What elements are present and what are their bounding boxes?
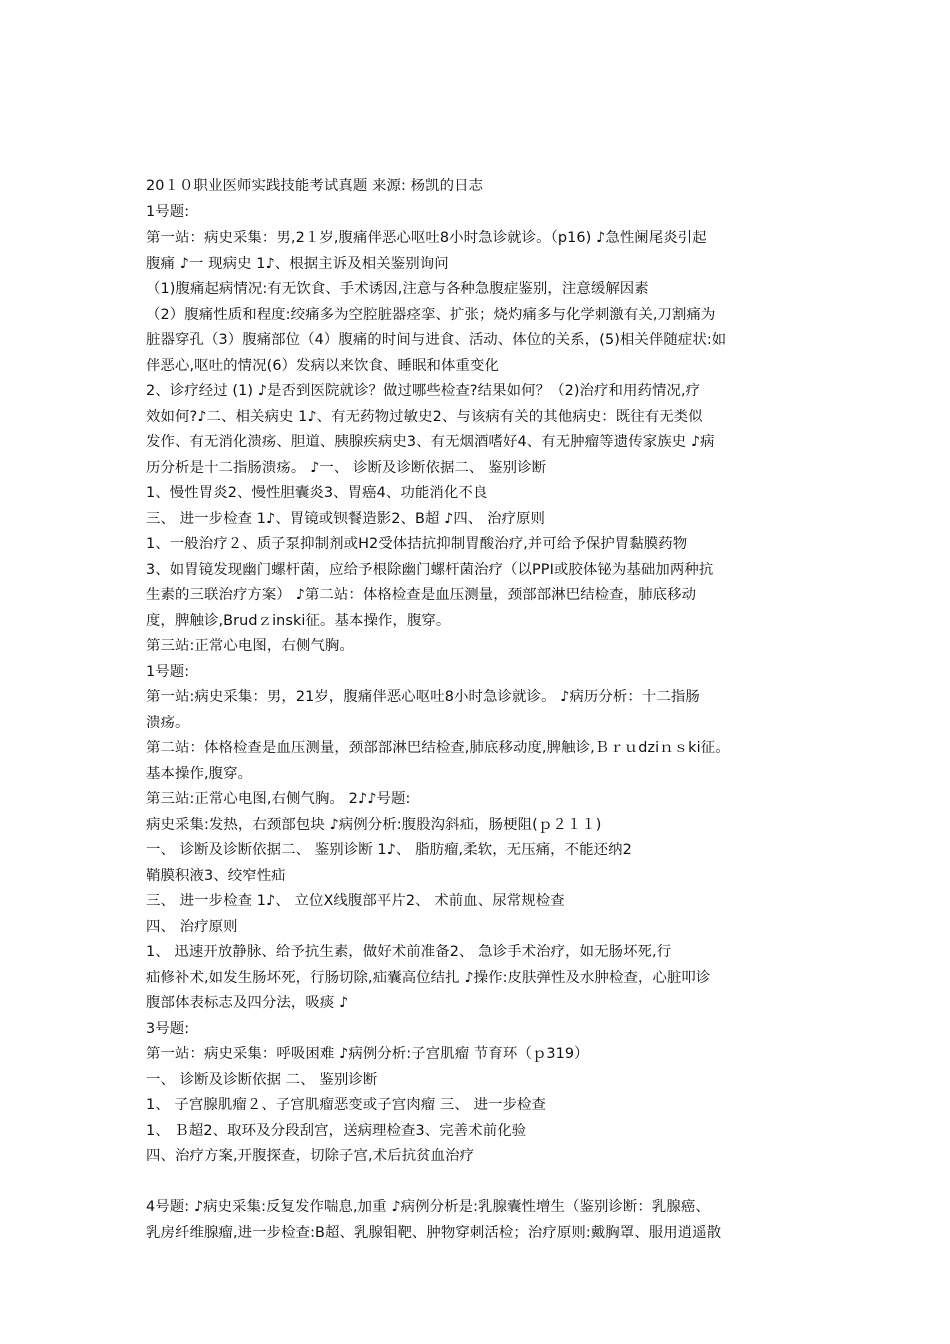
text-line: 伴恶心,呕吐的情况(6）发病以来饮食、睡眠和体重变化 bbox=[146, 358, 499, 374]
text-line: 2、诊疗经过 (1) ♪是否到医院就诊？做过哪些检查?结果如何？（2)治疗和用药情况,疗 bbox=[146, 383, 701, 399]
text-line: 四、治疗方案,开腹探查，切除子宫,术后抗贫血治疗 bbox=[146, 1148, 475, 1164]
text-line: 疝修补术,如发生肠坏死，行肠切除,疝囊高位结扎 ♪操作:皮肤弹性及水肿检查，心脏叩诊 bbox=[146, 970, 711, 986]
text-line: 一、 诊断及诊断依据二、 鉴别诊断 1♪、 脂肪瘤,柔软，无压痛，不能还纳2 bbox=[146, 842, 632, 858]
text-line: 三、 进一步检查 1♪、 立位X线腹部平片2、 术前血、尿常规检查 bbox=[146, 893, 565, 909]
text-line: 4号题: ♪病史采集:反复发作喘息,加重 ♪病例分析是:乳腺囊性增生（鉴别诊断：乳腺癌、 bbox=[146, 1199, 710, 1215]
text-line: 脏器穿孔（3）腹痛部位（4）腹痛的时间与进食、活动、体位的关系，(5)相关伴随症状:如 bbox=[146, 332, 727, 348]
text-line: 1、 子宫腺肌瘤２、子宫肌瘤恶变或子宫肉瘤 三、 进一步检查 bbox=[146, 1097, 547, 1113]
text-line: 生素的三联治疗方案） ♪第二站：体格检查是血压测量，颈部部淋巴结检查，肺底移动 bbox=[146, 587, 697, 603]
text-line: （2）腹痛性质和程度:绞痛多为空腔脏器痉挛、扩张；烧灼痛多与化学刺激有关,刀割痛为 bbox=[146, 307, 716, 323]
text-line: 1、慢性胃炎2、慢性胆囊炎3、胃癌4、功能消化不良 bbox=[146, 485, 488, 501]
text-line: （1)腹痛起病情况:有无饮食、手术诱因,注意与各种急腹症鉴别，注意缓解因素 bbox=[146, 281, 649, 297]
question-heading: 3号题: bbox=[146, 1021, 190, 1037]
text-line: 三、 进一步检查 1♪、胃镜或钡餐造影2、B超 ♪四、 治疗原则 bbox=[146, 511, 546, 527]
text-line: 溃疡。 bbox=[146, 715, 190, 731]
text-line: 3、如胃镜发现幽门螺杆菌，应给予根除幽门螺杆菌治疗（以PPI或胶体铋为基础加两种抗 bbox=[146, 562, 714, 578]
doc-title-line: 20１０职业医师实践技能考试真题 来源: 杨凯的日志 bbox=[146, 178, 484, 194]
text-line: 历分析是十二指肠溃疡。 ♪一、 诊断及诊断依据二、 鉴别诊断 bbox=[146, 460, 547, 476]
text-line: 1、一般治疗２、质子泵抑制剂或H2受体拮抗抑制胃酸治疗,并可给予保护胃黏膜药物 bbox=[146, 536, 688, 552]
question-heading: 1号题: bbox=[146, 204, 190, 220]
text-line: 第一站:病史采集：男，21岁，腹痛伴恶心呕吐8小时急诊就诊。 ♪病历分析：十二指肠 bbox=[146, 689, 700, 705]
question-heading: 1号题: bbox=[146, 664, 190, 680]
text-line: 腹痛 ♪一 现病史 1♪、根据主诉及相关鉴别询问 bbox=[146, 256, 449, 272]
text-line: 发作、有无消化溃疡、胆道、胰腺疾病史3、有无烟酒嗜好4、有无肿瘤等遗传家族史 ♪病 bbox=[146, 434, 715, 450]
text-line: 1、 Ｂ超2、取环及分段刮宫，送病理检查3、完善术前化验 bbox=[146, 1123, 527, 1139]
text-line: 第一站：病史采集：呼吸困难 ♪病例分析:子宫肌瘤 节育环（ｐ319） bbox=[146, 1046, 589, 1062]
text-line: 鞘膜积液3、绞窄性疝 bbox=[146, 868, 286, 884]
text-line: 第二站：体格检查是血压测量，颈部部淋巴结检查,肺底移动度,脾触诊,Ｂｒｕdziｎｓki征。 bbox=[146, 740, 730, 756]
text-line: 第三站:正常心电图,右侧气胸。 2♪♪号题: bbox=[146, 791, 411, 807]
text-line: 一、 诊断及诊断依据 二、 鉴别诊断 bbox=[146, 1072, 378, 1088]
text-line: 第一站：病史采集：男,2１岁,腹痛伴恶心呕吐8小时急诊就诊。（p16) ♪急性阑尾炎引起 bbox=[146, 230, 707, 246]
text-line: 乳房纤维腺瘤,进一步检查:B超、乳腺钼靶、肿物穿刺活检；治疗原则:戴胸罩、服用逍遥散 bbox=[146, 1225, 722, 1241]
text-line: 四、 治疗原则 bbox=[146, 919, 238, 935]
text-line: 腹部体表标志及四分法，吸痰 ♪ bbox=[146, 995, 349, 1011]
text-line: 病史采集:发热，右颈部包块 ♪病例分析:腹股沟斜疝，肠梗阻(ｐ２１１) bbox=[146, 817, 602, 833]
text-line: 效如何?♪二、相关病史 1♪、有无药物过敏史2、与该病有关的其他病史：既往有无类似 bbox=[146, 409, 703, 425]
text-line: 度，脾触诊,Brudｚinski征。基本操作，腹穿。 bbox=[146, 613, 451, 629]
text-line: 基本操作,腹穿。 bbox=[146, 766, 253, 782]
text-line: 1、 迅速开放静脉、给予抗生素，做好术前准备2、 急诊手术治疗，如无肠坏死,行 bbox=[146, 944, 672, 960]
text-line: 第三站:正常心电图，右侧气胸。 bbox=[146, 638, 354, 654]
